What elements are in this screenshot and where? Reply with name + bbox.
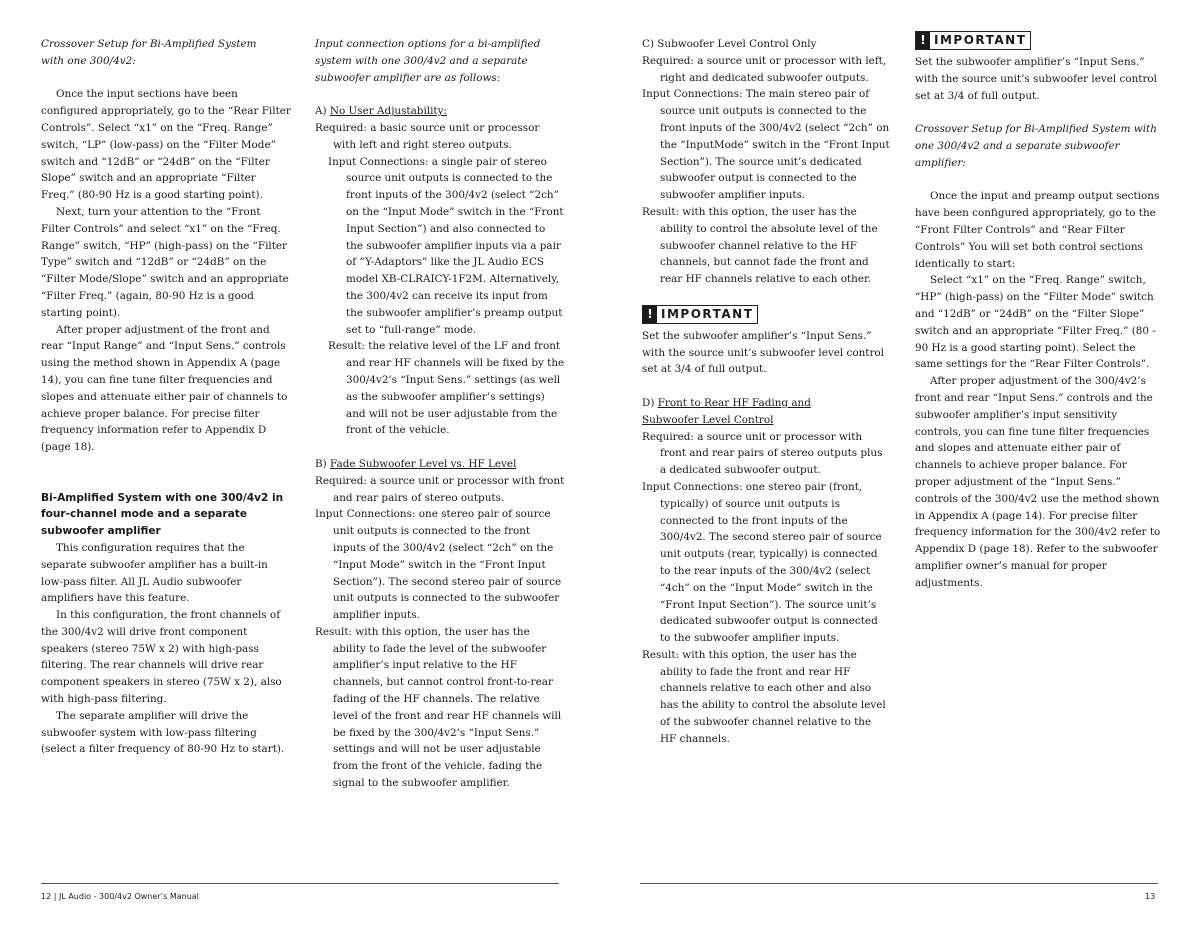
paragraph: Once the input sections have been configured appropriately, go to the “Rear Filter Controls”. Select “x1” on the “Freq. Range” switch, “LP” (low-pass) on the “Filter Mode” switch and “12dB” or “24dB” on the “Filter Slope” switch and an appropriate “Filter Freq.” (80-90 Hz is a good starting point). (41, 88, 291, 202)
option-c-input: Input Connections: The main stereo pair of source unit outputs is connected to the front inputs of the 300/4v2 (select “2ch” on the “InputMode” switch in the “Front Input Section”). The source unit’s dedicated subwoofer output is connected to the subwoofer amplifier inputs. (642, 88, 890, 202)
important-callout (915, 31, 1163, 50)
option-b-heading (315, 456, 565, 473)
option-b-result: Result: with this option, the user has the ability to fade the level of the subwoofer amplifier’s input relative to the HF channels, but cannot control front-to-rear fading of the HF channels. The relative level of the front and rear HF channels will be fixed by the 300/4v2’s “Input Sens.” settings and will not be user adjustable from the front of the vehicle. fading the signal to the subwoofer amplifier. (315, 625, 562, 790)
option-c-heading: C) Subwoofer Level Control Only (642, 38, 817, 50)
footer-left-page-label: 12 | JL Audio - 300/4v2 Owner’s Manual (41, 892, 199, 901)
option-b-title: Fade Subwoofer Level vs. HF Level (330, 457, 517, 470)
option-a-required: Required: a basic source unit or processor with left and right stereo outputs. (315, 121, 540, 151)
option-c-result: Result: with this option, the user has the ability to control the absolute level of the subwoofer channel relative to the HF channels, but cannot fade the front and rear HF channels relative to each other. (642, 205, 878, 286)
paragraph: After proper adjustment of the front and rear “Input Range” and “Input Sens.” controls using the method shown in Appendix A (page 14), you can fine tune filter frequencies and slopes and attenuate either pair of channels to achieve proper balance. For precise filter frequency information refer to Appendix D (page 18). (41, 323, 288, 454)
option-a-title: No User Adjustability: (329, 105, 447, 118)
important-text: Set the subwoofer amplifier’s “Input Sens.” with the source unit’s subwoofer level control set at 3/4 of full output. (642, 329, 884, 376)
important-badge (915, 31, 1031, 50)
option-c-required: Required: a source unit or processor with left, right and dedicated subwoofer outputs. (642, 54, 887, 84)
column-2 (315, 36, 565, 792)
paragraph: Once the input and preamp output sections have been configured appropriately, go to the “Front Filter Controls” and “Rear Filter Controls” You will set both control sections identically to start: (915, 190, 1160, 270)
option-b-prefix: B) (315, 457, 330, 470)
option-d-title-line-1: Front to Rear HF Fading and (657, 396, 811, 409)
section-heading: Bi-Amplified System with one 300/4v2 in four-channel mode and a separate subwoofer amplifier (41, 491, 284, 538)
option-a-heading (315, 103, 565, 120)
column-1 (41, 36, 291, 758)
option-d-prefix: D) (642, 396, 658, 409)
important-text: Set the subwoofer amplifier’s “Input Sens.” with the source unit’s subwoofer level control set at 3/4 of full output. (915, 56, 1157, 102)
option-d-heading (642, 395, 890, 412)
option-a-result: Result: the relative level of the LF and front and rear HF channels will be fixed by the 300/4v2’s “Input Sens.” settings (as well as the subwoofer amplifier’s settings) and will not be user adjustable from the front of the vehicle. (328, 340, 565, 437)
column-4 (915, 31, 1163, 592)
paragraph: The separate amplifier will drive the subwoofer system with low-pass filtering (select a filter frequency of 80-90 Hz to start). (41, 709, 285, 756)
paragraph: This configuration requires that the separate subwoofer amplifier has a built-in low-pass filter. All JL Audio subwoofer amplifiers have this feature. (41, 541, 268, 605)
option-b-input: Input Connections: one stereo pair of source unit outputs is connected to the front inputs of the 300/4v2 (select “2ch” on the “Input Mode” switch in the “Front Input Section”). The second stereo pair of source unit outputs is connected to the subwoofer amplifier inputs. (315, 508, 562, 622)
important-badge (642, 305, 758, 324)
intro-paragraph: Input connection options for a bi-amplified system with one 300/4v2 and a separate subwoofer amplifier are as follows: (315, 38, 541, 84)
paragraph: In this configuration, the front channels of the 300/4v2 will drive front component speakers (stereo 75W x 2) with high-pass filtering. The rear channels will drive rear component speakers in stereo (75W x 2), also with high-pass filtering. (41, 609, 282, 706)
option-d-title-line-2: Subwoofer Level Control (642, 413, 774, 426)
section-title-line-1: Crossover Setup for Bi-Amplified System (41, 38, 257, 50)
important-callout (642, 305, 890, 324)
paragraph: After proper adjustment of the 300/4v2’s front and rear “Input Sens.” controls and the subwoofer amplifier’s input sensitivity controls, you can fine tune filter frequencies and slopes and attenuate either pair of channels to achieve proper balance. For proper adjustment of the “Input Sens.” controls of the 300/4v2 use the method shown in Appendix A (page 14). For precise filter frequency information for the 300/4v2 refer to Appendix D (page 18). Refer to the subwoofer amplifier owner’s manual for proper adjustments. (915, 375, 1161, 589)
important-label: IMPORTANT (661, 306, 754, 321)
section-title-line-2: with one 300/4v2: (41, 54, 136, 67)
footer-divider-right (640, 883, 1158, 884)
option-d-result: Result: with this option, the user has the ability to fade the front and rear HF channels relative to each other and also has the ability to control the absolute level of the subwoofer channel relative to the HF channels. (642, 648, 886, 745)
paragraph: Next, turn your attention to the “Front Filter Controls” and select “x1” on the “Freq. Range” switch, “HP” (high-pass) on the “Filter Type” switch and “12dB” or “24dB” on the “Filter Mode/Slope” switch and an appropriate “Filter Freq.” (again, 80-90 Hz is a good starting point). (41, 205, 289, 319)
warning-icon: ! (916, 32, 930, 49)
option-b-required: Required: a source unit or processor with front and rear pairs of stereo outputs. (315, 474, 565, 504)
warning-icon: ! (643, 306, 657, 323)
footer-divider-left (41, 883, 559, 884)
important-label: IMPORTANT (934, 33, 1027, 47)
option-a-input: Input Connections: a single pair of stereo source unit outputs is connected to the front inputs of the 300/4v2 (select “2ch” on the “Input Mode” switch in the “Front Input Section”) and also connected to the subwoofer amplifier inputs via a pair of “Y-Adaptors” like the JL Audio ECS model XB-CLRAICY-1F2M. Alternatively, the 300/4v2 can receive its input from the subwoofer amplifier’s preamp output set to “full-range” mode. (328, 155, 564, 336)
section-title: Crossover Setup for Bi-Amplified System with one 300/4v2 and a separate subwoofer amplifier: (915, 123, 1157, 169)
option-a-prefix: A) (315, 105, 330, 118)
column-3 (642, 36, 890, 748)
option-d-input: Input Connections: one stereo pair (front, typically) of source unit outputs is connected to the front inputs of the 300/4v2. The second stereo pair of source unit outputs (rear, typically) is connected to the rear inputs of the 300/4v2 (select “4ch” on the “Input Mode” switch in the “Front Input Section”). The source unit’s dedicated subwoofer output is connected to the subwoofer amplifier inputs. (642, 480, 882, 645)
footer-right-page-number: 13 (1145, 892, 1156, 901)
paragraph: Select “x1” on the “Freq. Range” switch, “HP” (high-pass) on the “Filter Mode” switch and “12dB” or “24dB” on the “Filter Slope” switch and an appropriate “Filter Freq.” (80 - 90 Hz is a good starting point). Select the same settings for the “Rear Filter Controls”. (915, 274, 1156, 371)
option-d-required: Required: a source unit or processor with front and rear pairs of stereo outputs plus a dedicated subwoofer output. (642, 430, 883, 477)
